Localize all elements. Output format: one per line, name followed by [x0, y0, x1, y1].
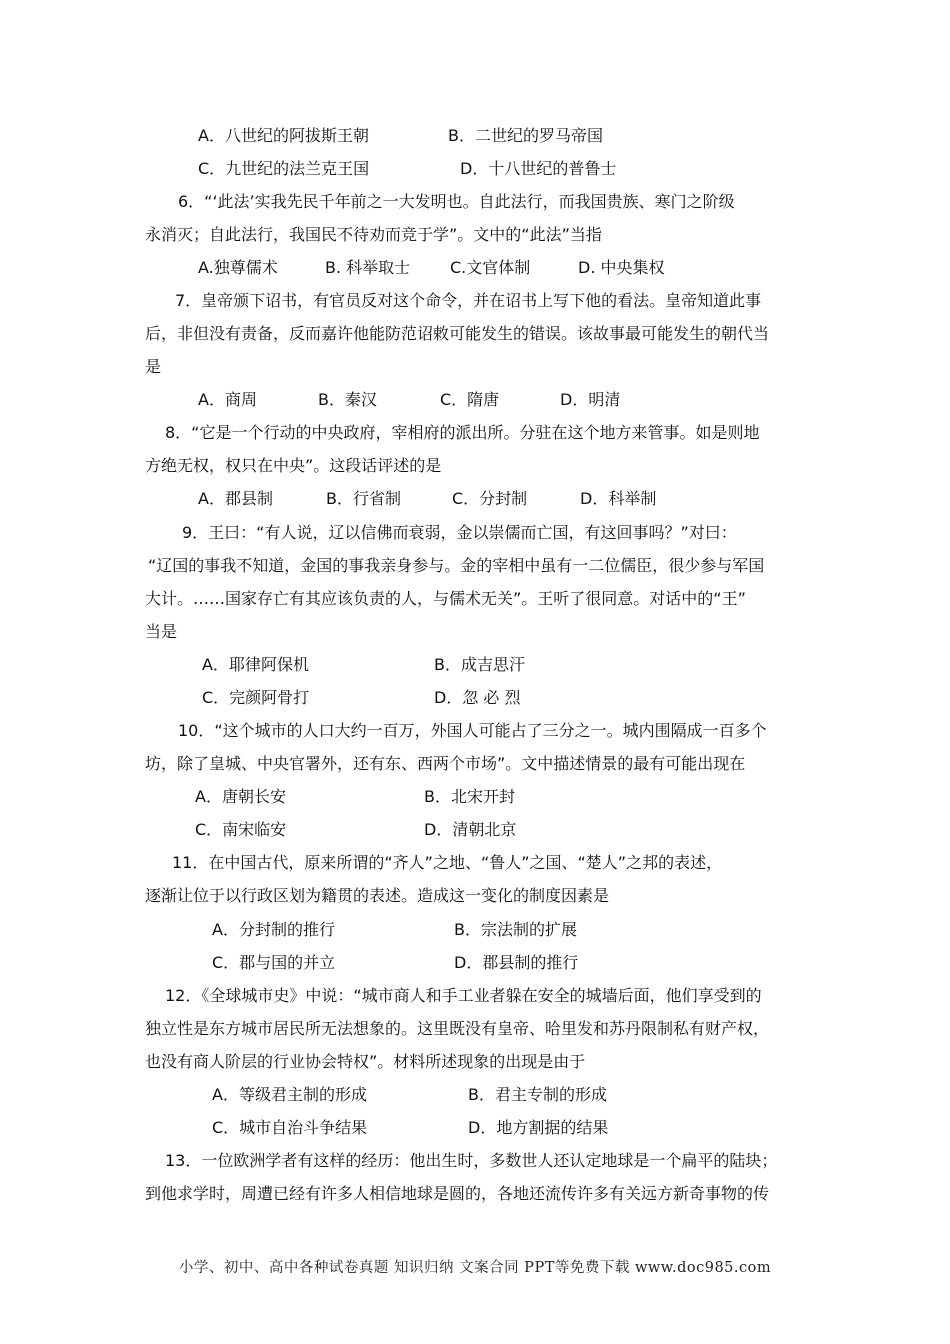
q6-option-d: D. 中央集权: [578, 258, 665, 277]
q9-stem-line-2: “辽国的事我不知道，金国的事我亲身参与。金的宰相中虽有一二位儒臣，很少参与军国: [148, 556, 765, 575]
q10-stem-line-1: 10．“这个城市的人口大约一百万，外国人可能占了三分之一。城内围隔成一百多个: [178, 721, 767, 740]
q7-stem-line-3: 是: [145, 357, 162, 376]
q6-option-b: B. 科举取士: [325, 258, 411, 277]
q5-option-d: D．十八世纪的普鲁士: [460, 159, 617, 178]
q12-option-d: D．地方割据的结果: [468, 1118, 609, 1137]
q12-stem-line-1: 12．《全球城市史》中说：“城市商人和手工业者躲在安全的城墙后面，他们享受到的: [165, 986, 762, 1005]
q9-stem-line-1: 9．王曰：“有人说，辽以信佛而衰弱，金以崇儒而亡国，有这回事吗？”对曰：: [182, 523, 737, 542]
q10-option-c: C．南宋临安: [195, 820, 287, 839]
q10-option-b: B．北宋开封: [424, 787, 515, 806]
q11-option-c: C．郡与国的并立: [212, 953, 336, 972]
q7-option-c: C．隋唐: [440, 390, 500, 409]
q10-option-d: D．清朝北京: [424, 820, 517, 839]
q5-option-b: B．二世纪的罗马帝国: [448, 126, 603, 145]
q6-stem-line-1: 6．“‘此法’实我先民千年前之一大发明也。自此法行，而我国贵族、寒门之阶级: [178, 192, 735, 211]
q10-option-a: A．唐朝长安: [195, 787, 286, 806]
q8-stem-line-1: 8．“它是一个行动的中央政府，宰相府的派出所。分驻在这个地方来管事。如是则地: [165, 423, 760, 442]
q7-stem-line-1: 7．皇帝颁下诏书，有官员反对这个命令，并在诏书上写下他的看法。皇帝知道此事: [175, 291, 762, 310]
q5-option-a: A．八世纪的阿拔斯王朝: [198, 126, 369, 145]
q8-option-b: B．行省制: [326, 489, 401, 508]
q8-option-c: C．分封制: [452, 489, 528, 508]
q9-option-c: C．完颜阿骨打: [202, 688, 310, 707]
q11-option-d: D．郡县制的推行: [454, 953, 579, 972]
q12-option-b: B．君主专制的形成: [468, 1085, 607, 1104]
q6-option-c: C.文官体制: [450, 258, 531, 277]
q6-stem-line-2: 永消灭；自此法行，我国民不待劝而竞于学”。文中的“此法”当指: [145, 225, 602, 244]
q8-option-d: D．科举制: [580, 489, 657, 508]
q12-stem-line-2: 独立性是东方城市居民所无法想象的。这里既没有皇帝、哈里发和苏丹限制私有财产权，: [145, 1019, 770, 1038]
page-footer: 小学、初中、高中各种试卷真题 知识归纳 文案合同 PPT等免费下载 www.doc985.com: [178, 1260, 772, 1276]
q9-option-b: B．成吉思汗: [434, 655, 525, 674]
q9-option-a: A．耶律阿保机: [202, 655, 309, 674]
q11-stem-line-2: 逐渐让位于以行政区划为籍贯的表述。造成这一变化的制度因素是: [145, 886, 610, 905]
q13-stem-line-2: 到他求学时，周遭已经有许多人相信地球是圆的，各地还流传许多有关远方新奇事物的传: [145, 1184, 770, 1203]
q11-option-a: A．分封制的推行: [212, 920, 335, 939]
q5-option-c: C．九世纪的法兰克王国: [198, 159, 370, 178]
q7-option-b: B．秦汉: [318, 390, 377, 409]
q10-stem-line-2: 坊，除了皇城、中央官署外，还有东、西两个市场”。文中描述情景的最有可能出现在: [145, 754, 746, 773]
q12-option-c: C．城市自治斗争结果: [212, 1118, 368, 1137]
q12-option-a: A．等级君主制的形成: [212, 1085, 367, 1104]
q8-option-a: A．郡县制: [198, 489, 273, 508]
q12-stem-line-3: 也没有商人阶层的行业协会特权”。材料所述现象的出现是由于: [145, 1052, 586, 1071]
q6-option-a: A.独尊儒术: [198, 258, 278, 277]
q11-option-b: B．宗法制的扩展: [454, 920, 577, 939]
q9-option-d: D．忽 必 烈: [434, 688, 521, 707]
q9-stem-line-4: 当是: [145, 622, 178, 641]
q7-option-a: A．商周: [198, 390, 257, 409]
q13-stem-line-1: 13．一位欧洲学者有这样的经历：他出生时，多数世人还认定地球是一个扁平的陆块；: [165, 1151, 778, 1170]
q11-stem-line-1: 11．在中国古代，原来所谓的“齐人”之地、“鲁人”之国、“楚人”之邦的表述，: [172, 853, 723, 872]
q9-stem-line-3: 大计。……国家存亡有其应该负责的人，与儒术无关”。王听了很同意。对话中的“王”: [145, 589, 746, 608]
q7-option-d: D．明清: [560, 390, 621, 409]
q8-stem-line-2: 方绝无权，权只在中央”。这段话评述的是: [145, 456, 442, 475]
q7-stem-line-2: 后，非但没有责备，反而嘉许他能防范诏敕可能发生的错误。该故事最可能发生的朝代当: [145, 324, 770, 343]
